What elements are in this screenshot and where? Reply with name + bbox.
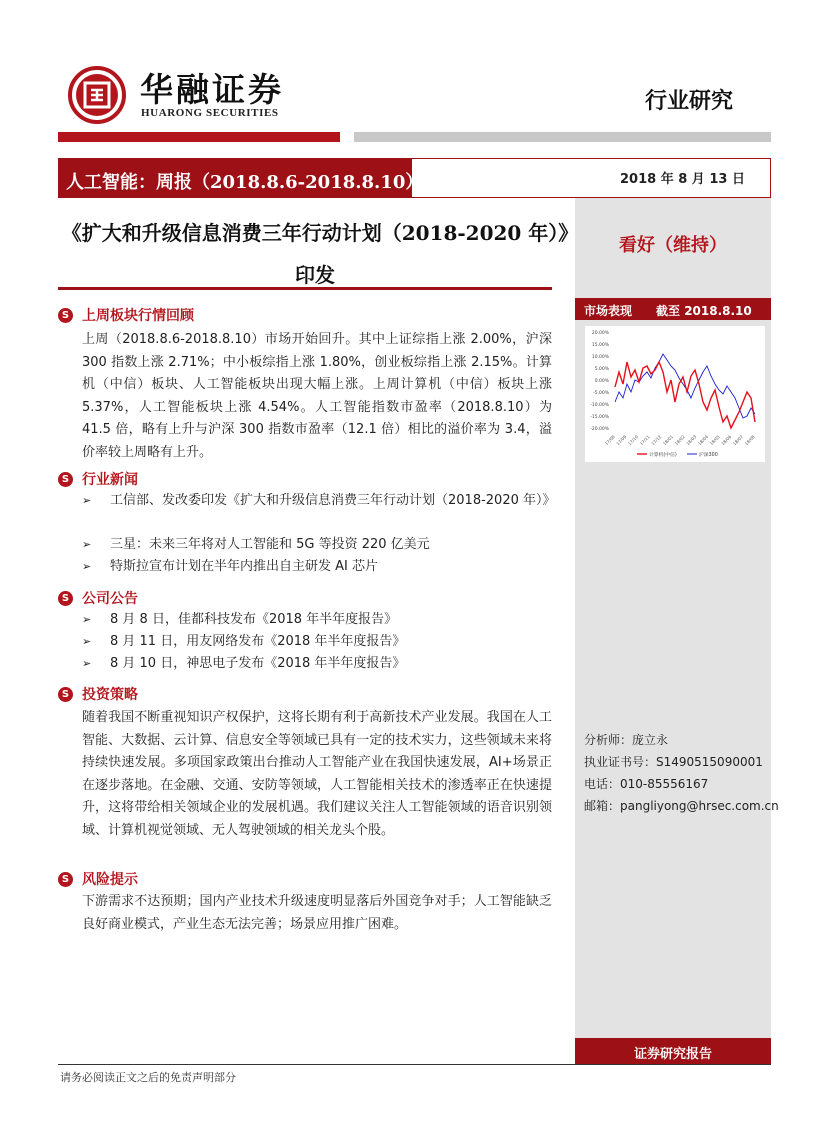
company-name-cn: 华融证券: [140, 70, 284, 109]
x-tick-label: 18/05: [708, 434, 721, 447]
x-tick-label: 18/02: [673, 434, 686, 447]
report-series-title: 人工智能：周报（2018.8.6-2018.8.10）: [58, 158, 412, 198]
arrow-icon: ➢: [82, 560, 92, 573]
report-date: 2018 年 8 月 13 日: [620, 172, 745, 187]
section-paragraph: 下游需求不达预期；国内产业技术升级速度明显落后外国竞争对手；人工智能缺乏良好商业模式，产业生态无法完善；场景应用推广困难。: [82, 894, 552, 932]
section-title: 公司公告: [82, 591, 138, 607]
y-tick-label: -5.00%: [593, 391, 609, 396]
analyst-phone: 电话：010-85556167: [584, 777, 709, 791]
footer-divider: [58, 1064, 771, 1065]
y-tick-label: 5.00%: [594, 367, 609, 372]
list-item: [82, 490, 556, 512]
section-header: [58, 304, 194, 326]
market-performance-header: [575, 298, 771, 320]
analyst-license: 执业证书号：S1490515090001: [584, 755, 763, 769]
x-tick-label: 17/12: [650, 434, 663, 447]
arrow-icon: ➢: [82, 538, 92, 551]
market-date: 截至 2018.8.10: [656, 304, 752, 318]
y-tick-label: -20.00%: [590, 427, 609, 432]
x-tick-label: 18/07: [731, 434, 745, 447]
x-tick-label: 18/06: [720, 434, 733, 447]
market-label: 市场表现: [584, 304, 633, 318]
section-header: [58, 587, 138, 609]
arrow-icon: ➢: [82, 494, 92, 507]
title-divider: [58, 287, 552, 290]
x-tick-label: 17/08: [603, 434, 616, 447]
x-tick-label: 18/04: [696, 434, 710, 447]
header-accent-bar: [58, 132, 340, 142]
x-tick-label: 17/10: [626, 434, 640, 447]
report-type: 行业研究: [645, 88, 734, 114]
series-line-computer: [615, 362, 755, 428]
y-tick-label: -10.00%: [590, 403, 609, 408]
section-paragraph: 随着我国不断重视知识产权保护，这将长期有利于高新技术产业发展。我国在人工智能、大数据、云计算、信息安全等领域已具有一定的技术实力，这些领域未来将持续快速发展。多项国家政策出台推动人工智能产业在我国快速发展，AI+场景正在逐步落地。在金融、交通、安防等领域，人工智能相关技术的渗透率正在快速提升，这将带给相关领域企业的发展机遇。我们建议关注人工智能领域的语音识别领域、计算机视觉领域、无人驾驶领域的相关龙头个股。: [82, 710, 552, 838]
disclaimer-note: 请务必阅读正文之后的免责声明部分: [60, 1071, 236, 1084]
list-item-text: 三星：未来三年将对人工智能和 5G 等投资 220 亿美元: [110, 537, 430, 552]
legend-label-computer: 计算机(中信): [649, 453, 677, 458]
rating: 看好（维持）: [619, 235, 727, 256]
list-item-text: 特斯拉宣布计划在半年内推出自主研发 AI 芯片: [110, 559, 378, 574]
analyst-name: 分析师：庞立永: [584, 733, 669, 747]
list-item-text: 8 月 11 日，用友网络发布《2018 年半年度报告》: [110, 634, 406, 649]
arrow-icon: ➢: [82, 613, 92, 626]
list-item: [82, 609, 552, 631]
y-tick-label: -15.00%: [590, 415, 609, 420]
section-header: [58, 683, 138, 705]
list-item: [82, 556, 552, 578]
legend-label-hs300: 沪深300: [699, 453, 718, 458]
list-item-text: 8 月 10 日，神思电子发布《2018 年半年度报告》: [110, 656, 406, 671]
page-title: 《扩大和升级信息消费三年行动计划（2018-2020 年）》印发: [61, 221, 569, 287]
y-tick-label: 15.00%: [591, 343, 609, 348]
section-title: 行业新闻: [82, 472, 138, 488]
company-logo-icon: [68, 66, 126, 124]
y-tick-label: 20.00%: [591, 331, 609, 336]
sidebar-footer: 证券研究报告: [575, 1038, 771, 1065]
x-tick-label: 17/11: [638, 434, 651, 447]
market-chart-svg: [585, 326, 765, 462]
section-title: 投资策略: [82, 687, 138, 703]
section-header: [58, 468, 138, 490]
section-title: 上周板块行情回顾: [82, 308, 194, 324]
list-item: [82, 631, 552, 653]
list-item: [82, 653, 552, 675]
list-item: [82, 534, 552, 556]
arrow-icon: ➢: [82, 657, 92, 670]
analyst-email: 邮箱：pangliyong@hrsec.com.cn: [584, 799, 779, 813]
x-tick-label: 18/03: [685, 434, 698, 447]
x-tick-label: 17/09: [615, 434, 628, 447]
company-name-en: HUARONG SECURITIES: [141, 107, 279, 119]
section-bullet-icon: S: [58, 687, 73, 702]
header-grey-bar: [354, 132, 771, 142]
y-tick-label: 0.00%: [594, 379, 609, 384]
analyst-info: [584, 729, 779, 817]
section-paragraph: 上周（2018.8.6-2018.8.10）市场开始回升。其中上证综指上涨 2.00%，沪深 300 指数上涨 2.71%；中小板综指上涨 1.80%，创业板综指上涨 2.15%。计算机（中信）板块、人工智能板块出现大幅上涨。上周计算机（中信）板块上涨 5.37%，人工智能板块上涨 4.54%。人工智能指数市盈率（2018.8.10）为 41.5 倍，略有上升与沪深 300 指数市盈率（12.1 倍）相比的溢价率为 3.4，溢价率较上周略有上升。: [82, 332, 552, 460]
arrow-icon: ➢: [82, 635, 92, 648]
section-header: [58, 868, 138, 890]
section-bullet-icon: S: [58, 872, 73, 887]
section-bullet-icon: S: [58, 308, 73, 323]
x-tick-label: 18/08: [743, 434, 756, 447]
section-bullet-icon: S: [58, 472, 73, 487]
list-item-text: 工信部、发改委印发《扩大和升级信息消费三年行动计划（2018-2020 年）》: [110, 493, 556, 508]
section-title: 风险提示: [82, 872, 138, 888]
section-bullet-icon: S: [58, 591, 73, 606]
market-chart: [585, 326, 765, 462]
x-tick-label: 18/01: [661, 434, 675, 447]
y-tick-label: 10.00%: [591, 355, 609, 360]
list-item-text: 8 月 8 日，佳都科技发布《2018 年半年度报告》: [110, 612, 398, 627]
